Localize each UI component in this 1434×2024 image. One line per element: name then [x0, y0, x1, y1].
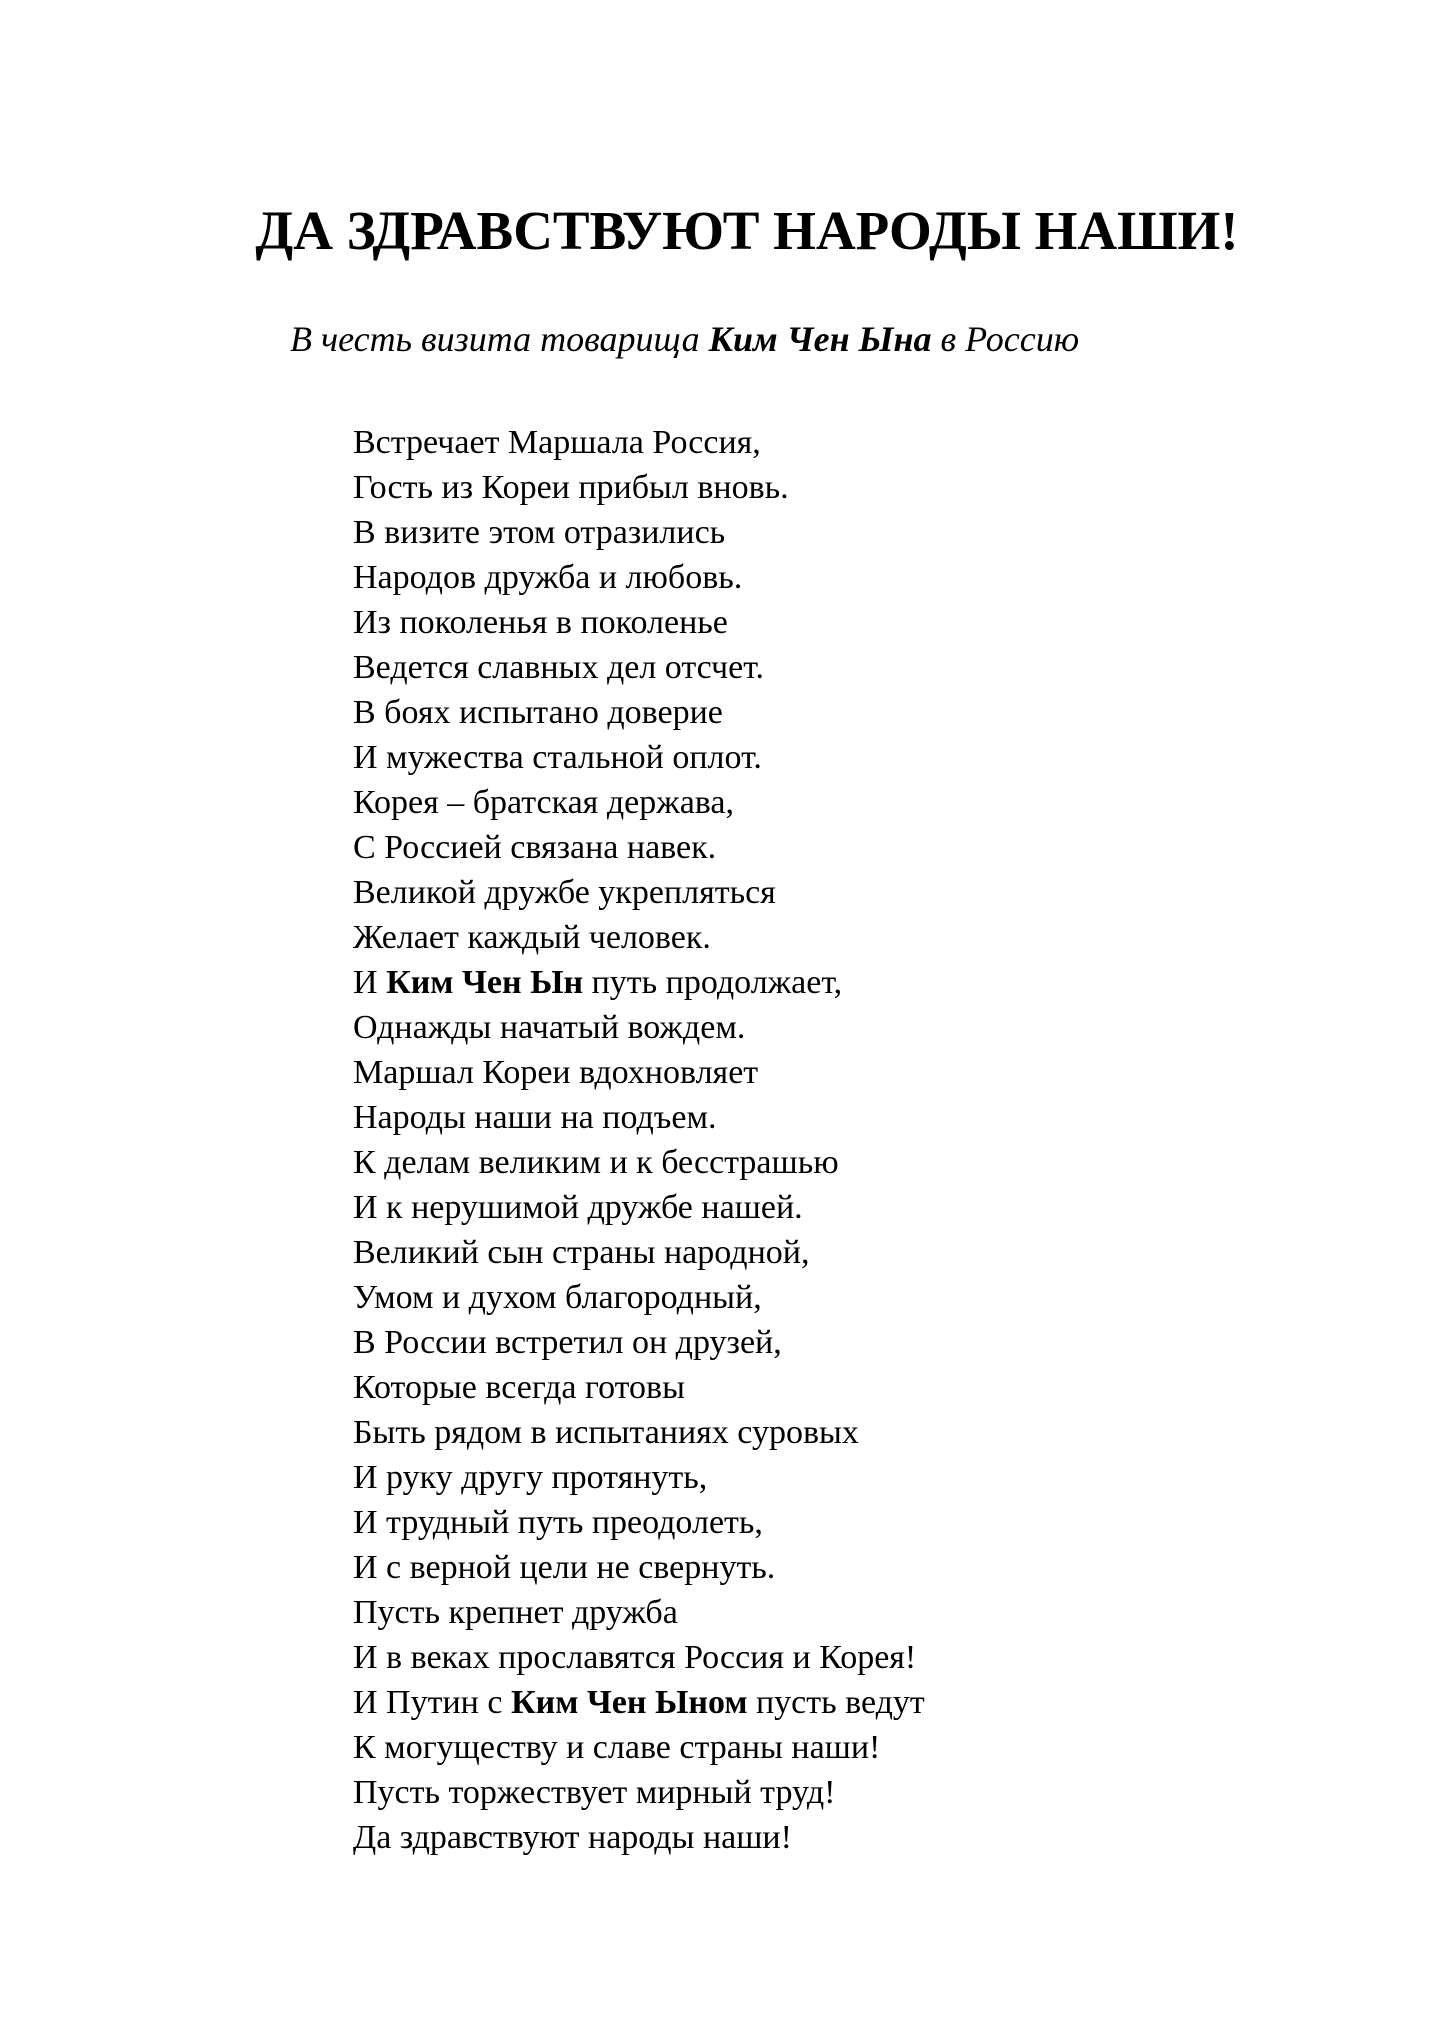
poem-line [353, 1095, 925, 1140]
poem-line-text: путь продолжает, [583, 964, 843, 1001]
poem-line [353, 780, 925, 825]
poem-line [353, 1140, 925, 1185]
poem-line-text: Народы наши на подъем. [353, 1099, 717, 1136]
poem-line-text: К могуществу и славе страны наши! [353, 1729, 881, 1766]
poem-line-text: И мужества стальной оплот. [353, 739, 762, 776]
poem-line-text: И [353, 964, 387, 1001]
poem-line-text: И в веках прославятся Россия и Корея! [353, 1639, 917, 1676]
poem-line [353, 960, 925, 1005]
poem-line [353, 1005, 925, 1050]
poem-line-bold-name: Ким Чен Ын [386, 964, 584, 1001]
poem-line-text: Которые всегда готовы [353, 1369, 685, 1406]
poem-line-text: Встречает Маршала Россия, [353, 424, 761, 461]
poem-line [353, 1590, 925, 1635]
poem-line-text: Великой дружбе укрепляться [353, 874, 776, 911]
poem-line [353, 1680, 925, 1725]
poem-line-text: С Россией связана навек. [353, 829, 717, 866]
page-title: ДА ЗДРАВСТВУЮТ НАРОДЫ НАШИ! [255, 200, 1239, 261]
poem-line [353, 1770, 925, 1815]
poem-line [353, 1500, 925, 1545]
poem-line-text: Умом и духом благородный, [353, 1279, 762, 1316]
poem-line-text: Пусть торжествует мирный труд! [353, 1774, 836, 1811]
poem-line [353, 1320, 925, 1365]
poem-line [353, 1815, 925, 1860]
poem-line [353, 555, 925, 600]
poem-line [353, 1635, 925, 1680]
poem-line-text: В визите этом отразились [353, 514, 726, 551]
poem-line-text: В России встретил он друзей, [353, 1324, 782, 1361]
poem-line-text: И к нерушимой дружбе нашей. [353, 1189, 803, 1226]
poem-line-text: Да здравствуют народы наши! [353, 1819, 792, 1856]
poem-line-text: Желает каждый человек. [353, 919, 711, 956]
poem-line-text: Гость из Кореи прибыл вновь. [353, 469, 789, 506]
poem-line [353, 1365, 925, 1410]
poem-line-text: Маршал Кореи вдохновляет [353, 1054, 759, 1091]
poem-line-text: Пусть крепнет дружба [353, 1594, 678, 1631]
poem-line-text: К делам великим и к бесстрашью [353, 1144, 839, 1181]
poem-line [353, 1545, 925, 1590]
poem-line [353, 1050, 925, 1095]
poem-line [353, 1185, 925, 1230]
poem-line [353, 915, 925, 960]
subtitle-bold-name: Ким Чен Ына [708, 319, 932, 359]
poem-line [353, 1725, 925, 1770]
poem-line [353, 1275, 925, 1320]
dedication-subtitle [290, 314, 1079, 364]
poem-line [353, 1410, 925, 1455]
poem-line-text: И трудный путь преодолеть, [353, 1504, 763, 1541]
poem-line [353, 690, 925, 735]
poem-line-text: Из поколенья в поколенье [353, 604, 728, 641]
poem-line-text: Великий сын страны народной, [353, 1234, 810, 1271]
poem-line [353, 1455, 925, 1500]
poem-line [353, 870, 925, 915]
poem-line [353, 420, 925, 465]
poem-line-text: Однажды начатый вождем. [353, 1009, 746, 1046]
poem-line-text: И руку другу протянуть, [353, 1459, 708, 1496]
poem-line [353, 600, 925, 645]
poem-line [353, 825, 925, 870]
poem-line [353, 645, 925, 690]
poem-line-text: Народов дружба и любовь. [353, 559, 743, 596]
poem-line-text: Ведется славных дел отсчет. [353, 649, 765, 686]
poem-line [353, 735, 925, 780]
poem-line [353, 1230, 925, 1275]
poem-body [353, 420, 925, 1860]
poem-line-text: Быть рядом в испытаниях суровых [353, 1414, 859, 1451]
poem-line-bold-name: Ким Чен Ыном [510, 1684, 748, 1721]
poem-line [353, 465, 925, 510]
poem-line-text: пусть ведут [747, 1684, 925, 1721]
poem-line-text: И Путин с [353, 1684, 511, 1721]
poem-line-text: В боях испытано доверие [353, 694, 723, 731]
subtitle-text-after: в Россию [931, 319, 1080, 359]
subtitle-text-before: В честь визита товарища [290, 319, 709, 359]
poem-line-text: И с верной цели не свернуть. [353, 1549, 776, 1586]
poem-line-text: Корея – братская держава, [353, 784, 734, 821]
poem-line [353, 510, 925, 555]
